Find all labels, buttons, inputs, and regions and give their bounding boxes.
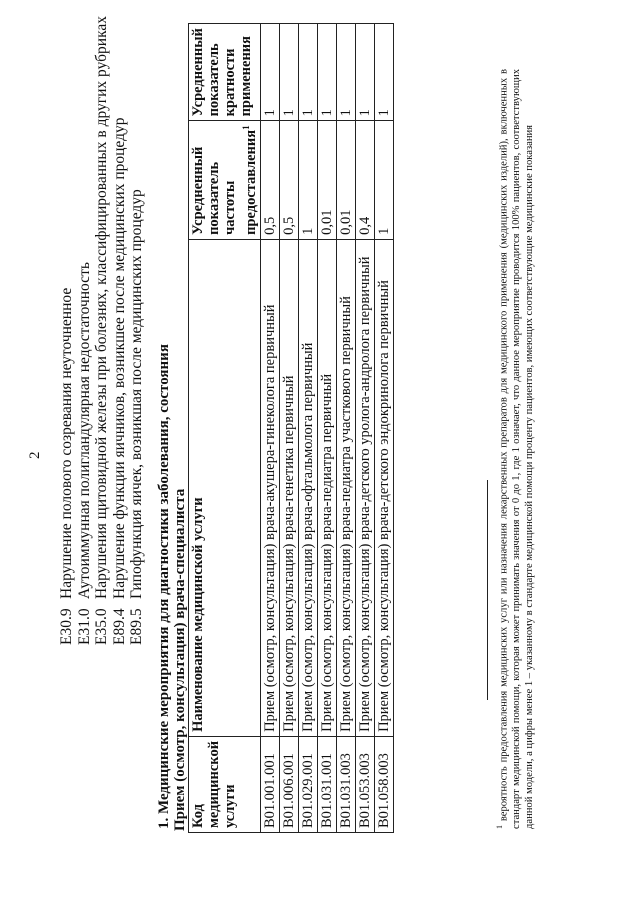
cell-code: B01.058.003 [374, 736, 393, 832]
table-row [260, 24, 279, 833]
list-item [93, 16, 111, 645]
diagnosis-code: E31.0 [75, 608, 93, 645]
cell-multiplicity: 1 [279, 24, 298, 121]
header-service-name: Наименование медицинской услуги [189, 239, 261, 736]
footnote-marker: 1 [495, 825, 504, 829]
cell-name: Прием (осмотр, консультация) врача-педиатра участкового первичный [336, 239, 355, 736]
cell-multiplicity: 1 [336, 24, 355, 121]
table-row [298, 24, 317, 833]
diagnosis-code-list [58, 16, 146, 645]
cell-name: Прием (осмотр, консультация) врача-акушера-гинеколога первичный [260, 239, 279, 736]
diagnosis-name: Нарушение полового созревания неуточненное [58, 287, 75, 599]
cell-frequency: 0,4 [355, 121, 374, 240]
footnote-marker: 1 [241, 125, 251, 130]
table-row [336, 24, 355, 833]
table-row [374, 24, 393, 833]
diagnosis-name: Нарушение функции яичников, возникшее после медицинских процедур [110, 117, 128, 599]
cell-multiplicity: 1 [260, 24, 279, 121]
cell-frequency: 0,01 [336, 121, 355, 240]
cell-code: B01.001.001 [260, 736, 279, 832]
cell-multiplicity: 1 [298, 24, 317, 121]
cell-frequency: 0,5 [260, 121, 279, 240]
table-header-row [189, 24, 261, 833]
cell-name: Прием (осмотр, консультация) врача-генетика первичный [279, 239, 298, 736]
section-heading: 1. Медицинские мероприятия для диагностики заболевания, состояния [156, 344, 172, 829]
cell-frequency: 1 [298, 121, 317, 240]
services-table [188, 23, 394, 833]
footnote-text: вероятность предоставления медицинских услуг или назначения лекарственных препаратов для медицинского применения (медицинских изделий), включенных в стандарт медицинской помощи, которая может принимать значения от 0 до 1, где 1 означает, что данное мероприятие проводится 100% пациентов, соответствующих данной модели, а цифры менее 1 – указанному в стандарте медицинской помощи проценту пациентов, имеющих соответствующие медицинские показания [498, 69, 535, 829]
cell-code: B01.031.001 [317, 736, 336, 832]
cell-name: Прием (осмотр, консультация) врача-детского уролога-андролога первичный [355, 239, 374, 736]
cell-name: Прием (осмотр, консультация) врача-детского эндокринолога первичный [374, 239, 393, 736]
cell-name: Прием (осмотр, консультация) врача-педиатра первичный [317, 239, 336, 736]
list-item [111, 16, 129, 645]
list-item [76, 16, 94, 645]
diagnosis-code: E30.9 [58, 608, 75, 645]
cell-multiplicity: 1 [317, 24, 336, 121]
cell-code: B01.031.003 [336, 736, 355, 832]
header-code: Код медицинской услуги [189, 736, 261, 832]
list-item [58, 16, 76, 645]
cell-multiplicity: 1 [374, 24, 393, 121]
list-item [128, 16, 146, 645]
cell-frequency: 0,5 [279, 121, 298, 240]
footnote [494, 69, 536, 829]
diagnosis-code: E89.5 [128, 608, 146, 645]
diagnosis-code: E35.0 [93, 608, 111, 645]
cell-code: B01.029.001 [298, 736, 317, 832]
footnote-divider [487, 480, 488, 700]
diagnosis-name: Нарушения щитовидной железы при болезнях, классифицированных в других рубриках [93, 16, 111, 599]
cell-code: B01.006.001 [279, 736, 298, 832]
table-row [317, 24, 336, 833]
cell-multiplicity: 1 [355, 24, 374, 121]
diagnosis-name: Гипофункция яичек, возникшая после медицинских процедур [128, 189, 146, 599]
header-frequency: Усредненный показатель частоты предоставления$^1$ [189, 121, 261, 240]
cell-frequency: 0,01 [317, 121, 336, 240]
page-number: 2 [27, 451, 43, 459]
cell-code: B01.053.003 [355, 736, 374, 832]
subsection-heading: Прием (осмотр, консультация) врача-специалиста [172, 488, 188, 831]
cell-frequency: 1 [374, 121, 393, 240]
diagnosis-name: Аутоиммунная полигландулярная недостаточность [75, 262, 93, 599]
table-row [355, 24, 374, 833]
diagnosis-code: E89.4 [110, 608, 128, 645]
cell-name: Прием (осмотр, консультация) врача-офтальмолога первичный [298, 239, 317, 736]
table-row [279, 24, 298, 833]
header-multiplicity: Усредненный показатель кратности применения [189, 24, 261, 121]
